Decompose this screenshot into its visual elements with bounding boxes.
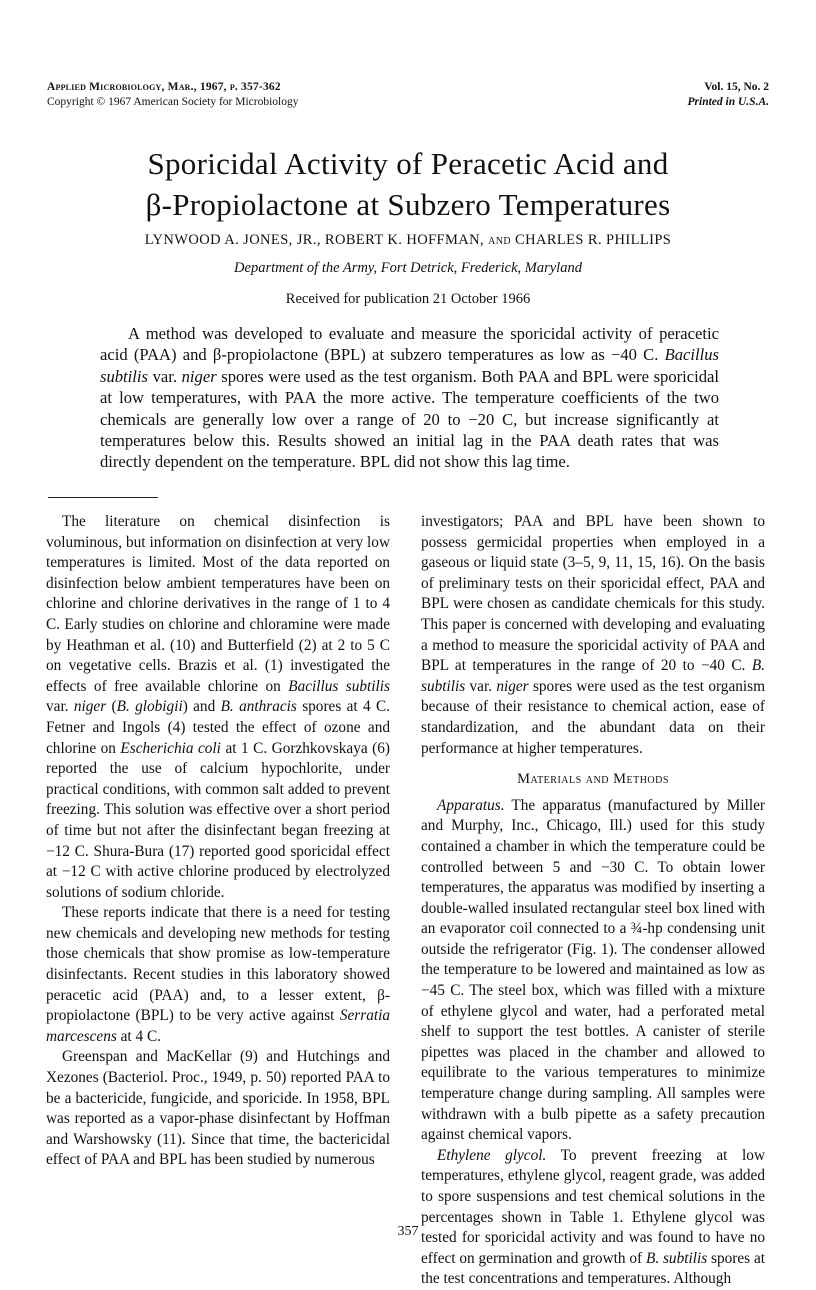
affiliation: Department of the Army, Fort Detrick, Frederick, Maryland xyxy=(234,260,582,276)
journal-citation: Applied Microbiology, Mar., 1967, p. 357-362 xyxy=(47,81,281,93)
text-run: ( xyxy=(106,698,117,716)
title-line-1: Sporicidal Activity of Peracetic Acid and xyxy=(147,146,669,181)
intro-paragraph-continued xyxy=(421,512,765,759)
abstract-divider xyxy=(48,497,158,498)
author-1: LYNWOOD A. JONES, JR., xyxy=(144,232,321,248)
text-run: at 1 C. Gorzhkovskaya (6) reported the use of calcium hypochlorite, under practical conditions, with common salt added to prevent freezing. This solution was effective over a short period of time but not after the disinfectant began freezing at −12 C. Shura-Bura (17) reported good sporicidal effect at −12 C with active chlorine produced by electrolyzed solutions of sodium chloride. xyxy=(46,739,390,901)
text-run: The literature on chemical disinfection is voluminous, but information on disinfection at very low temperatures is limited. Most of the data reported on disinfection below ambient temperatures have been on chlorine and chlorine derivatives in the range of 1 to 4 C. Early studies on chlorine and chloramine were made by Heathman et al. (10) and Butterfield (2) at 2 to 5 C on vegetative cells. Brazis et al. (1) investigated the effects of free available chlorine on xyxy=(46,513,390,695)
abstract xyxy=(100,323,719,473)
text-run: spores were used as the test organism because of their resistance to chemical action, ease of standardization, and the abundant data on their performance at higher temperatures. xyxy=(421,677,765,757)
author-conjunction: and xyxy=(488,233,511,248)
species-name: B. globigii xyxy=(116,698,183,716)
intro-paragraph-3: Greenspan and MacKellar (9) and Hutchings and Xezones (Bacteriol. Proc., 1949, p. 50) reported PAA to be a bactericide, fungicide, and sporicide. In 1958, BPL was reported as a vapor-phase disinfectant by Hoffman and Warshowsky (11). Since that time, the bactericidal effect of PAA and BPL has been studied by numerous xyxy=(46,1048,390,1169)
text-run: investigators; PAA and BPL have been shown to possess germicidal properties when employed in a gaseous or liquid state (3–5, 9, 11, 15, 16). On the basis of preliminary tests on their sporicidal effect, PAA and BPL were chosen as candidate chemicals for this study. This paper is concerned with developing and evaluating a method to measure the sporicidal activity of PAA and BPL at temperatures in the range of 20 to −40 C. xyxy=(421,513,765,675)
species-name: Serratia marcescens xyxy=(46,1007,390,1045)
species-name: B. subtilis xyxy=(421,657,765,695)
author-2: ROBERT K. HOFFMAN, xyxy=(324,232,485,248)
running-header-right xyxy=(688,80,769,110)
running-header-left xyxy=(47,80,298,110)
copyright-line: Copyright © 1967 American Society for Microbiology xyxy=(47,96,299,108)
text-run: spores at the test concentrations and temperatures. Although xyxy=(421,1249,765,1288)
text-run: spores at 4 C. Fetner and Ingols (4) tested the effect of ozone and chlorine on xyxy=(46,698,390,757)
abstract-text-1: A method was developed to evaluate and measure the sporicidal activity of peracetic acid (PAA) and β-propiolactone (BPL) at subzero temperatures as low as −40 C. xyxy=(100,324,719,365)
run-in-heading: Apparatus. xyxy=(437,796,505,814)
title-line-2: β-Propiolactone at Subzero Temperatures xyxy=(145,187,671,222)
page-number: 357 xyxy=(397,1224,419,1239)
species-name: B. subtilis xyxy=(645,1249,708,1267)
intro-paragraph-2 xyxy=(46,903,390,1047)
author-list xyxy=(0,232,816,249)
abstract-text-2: var. xyxy=(147,366,182,386)
author-3: CHARLES R. PHILLIPS xyxy=(515,232,672,248)
intro-paragraph-1 xyxy=(46,512,390,903)
text-run: ) and xyxy=(182,698,221,716)
printed-in: Printed in U.S.A. xyxy=(687,96,769,108)
received-date: Received for publication 21 October 1966 xyxy=(285,291,531,307)
species-name: Escherichia coli xyxy=(120,739,221,757)
run-in-heading: Ethylene glycol. xyxy=(437,1146,547,1164)
methods-ethylene-glycol-paragraph xyxy=(421,1146,765,1290)
text-run: var. xyxy=(46,698,74,716)
section-heading-methods: Materials and Methods xyxy=(517,771,669,788)
species-name: Bacillus subtilis xyxy=(288,677,390,695)
text-run: at 4 C. xyxy=(116,1027,161,1045)
right-column xyxy=(421,512,765,1290)
abstract-organism: Bacillus subtilis xyxy=(100,345,719,386)
left-column xyxy=(46,512,390,1171)
text-run: To prevent freezing at low temperatures, ethylene glycol, reagent grade, was added to spore suspensions and test chemical solutions in the percentages shown in Table 1. Ethylene glycol was tested for sporicidal activity and was found to have no effect on germination and growth of xyxy=(421,1146,765,1267)
abstract-variety: niger xyxy=(181,366,217,386)
volume-issue: Vol. 15, No. 2 xyxy=(704,81,769,93)
text-run: var. xyxy=(465,677,497,695)
methods-apparatus-paragraph xyxy=(421,796,765,1146)
species-name: B. anthracis xyxy=(220,698,297,716)
text-run: These reports indicate that there is a need for testing new chemicals and developing new methods for testing those chemicals that show promise as low-temperature disinfectants. Recent studies in this laboratory showed peracetic acid (PAA) and, to a lesser extent, β-propiolactone (BPL) to be very active against xyxy=(46,904,390,1025)
text-run: The apparatus (manufactured by Miller and Murphy, Inc., Chicago, Ill.) used for this study contained a chamber in which the temperature could be controlled between 5 and −30 C. To obtain lower temperatures, the apparatus was modified by inserting a double-walled insulated rectangular steel box lined with an evaporator coil connected to a ¾-hp condensing unit outside the refrigerator (Fig. 1). The condenser allowed the temperature to be lowered and maintained as low as −45 C. The steel box, which was filled with a mixture of ethylene glycol and water, had a perforated metal shelf to support the test bottles. A canister of sterile pipettes was placed in the chamber and allowed to equilibrate to the various temperatures to minimize temperature change during sampling. All samples were withdrawn with a bulb pipette as a safety precaution against chemical vapors. xyxy=(421,796,765,1144)
species-name: niger xyxy=(73,698,107,716)
article-title xyxy=(0,143,816,225)
species-name: niger xyxy=(496,677,529,695)
abstract-text-3: spores were used as the test organism. Both PAA and BPL were sporicidal at low temperatures, with PAA the more active. The temperature coefficients of the two chemicals are generally low over a range of 20 to −20 C, but increase significantly at temperatures below this. Results showed an initial lag in the PAA death rates that was directly dependent on the temperature. BPL did not show this lag time. xyxy=(100,366,719,472)
